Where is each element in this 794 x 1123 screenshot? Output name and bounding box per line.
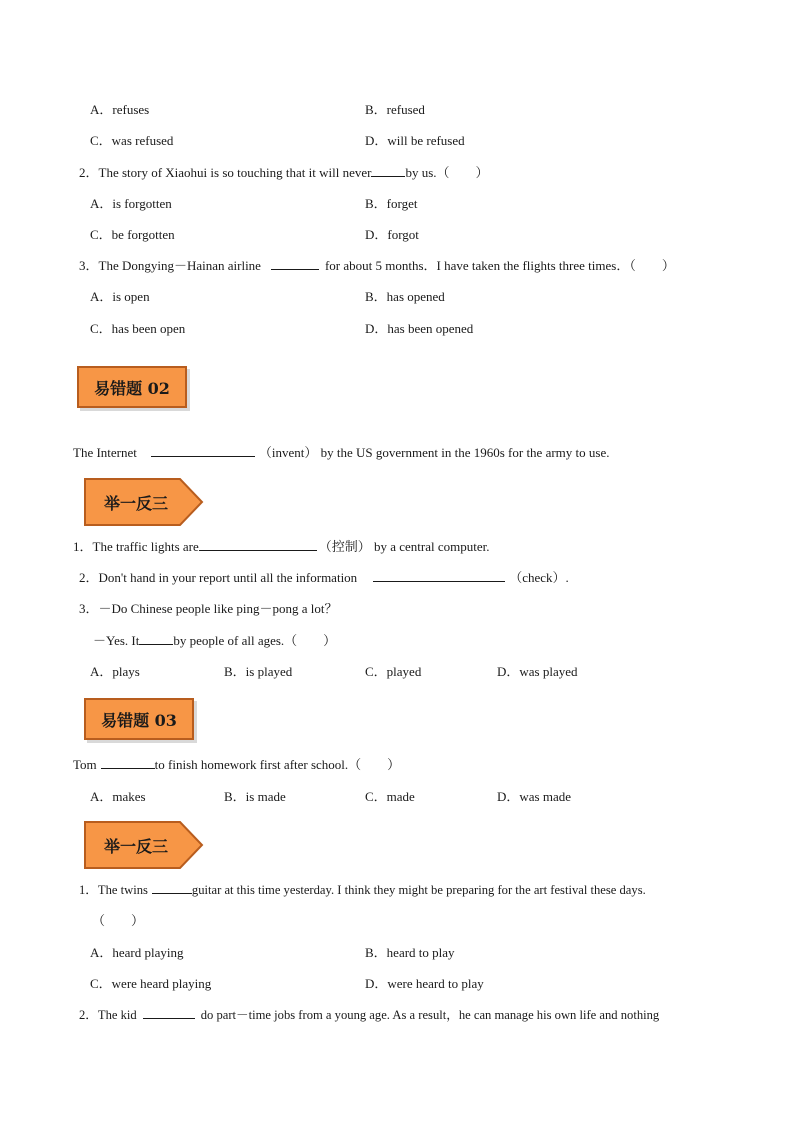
fill-in-sentence	[73, 444, 609, 462]
answer-blank	[101, 756, 155, 769]
option-b: B．refused	[365, 102, 425, 117]
option-c: C．has been open	[90, 321, 186, 336]
section-badge-03: 易错题 03	[84, 698, 194, 740]
answer-blank	[373, 569, 505, 582]
question-text: to finish homework first after school.（ ）	[154, 757, 401, 772]
answer-blank	[139, 632, 173, 645]
practice-arrow-banner	[84, 821, 204, 869]
question-text: Tom	[73, 757, 97, 772]
option-c: C．be forgotten	[90, 227, 175, 242]
option-d: D．was played	[497, 664, 578, 679]
question-text: for about 5 months．I have taken the flights three times．（ ）	[324, 258, 675, 273]
question-3	[79, 257, 675, 275]
option-d: D．will be refused	[365, 133, 465, 148]
option-c: C．played	[365, 664, 422, 679]
option-b: B．has opened	[365, 289, 445, 304]
question-text: by people of all ages.（ ）	[173, 633, 337, 648]
question-sentence	[73, 756, 400, 774]
question-text: 3．The Dongying－Hainan airline	[79, 258, 261, 273]
practice-arrow-banner	[84, 478, 204, 526]
question-text: 2．The story of Xiaohui is so touching that it will never	[79, 165, 372, 180]
option-c: C．were heard playing	[90, 976, 212, 991]
practice-question-1	[79, 881, 646, 899]
question-text: by us.（ ）	[405, 165, 489, 180]
option-a: A．plays	[90, 664, 140, 679]
option-a: A．makes	[90, 789, 146, 804]
option-d: D．was made	[497, 789, 572, 804]
answer-paren: （ ）	[92, 913, 145, 928]
answer-blank	[143, 1006, 195, 1019]
question-text: 1．The traffic lights are	[73, 539, 199, 554]
practice-question-2	[79, 1006, 659, 1024]
practice-label: 举一反三	[103, 836, 168, 856]
practice-question-3: 3．－Do Chinese people like ping－pong a lot？	[79, 601, 338, 616]
option-a: A．refuses	[90, 102, 150, 117]
answer-blank	[152, 881, 192, 894]
option-a: A．heard playing	[90, 945, 184, 960]
practice-question-1	[73, 538, 490, 556]
option-c: C．made	[365, 789, 415, 804]
section-badge-02: 易错题 02	[77, 366, 187, 408]
practice-question-2	[79, 569, 569, 587]
question-text: The Internet	[73, 445, 137, 460]
answer-blank	[199, 538, 317, 551]
question-text: 1．The twins	[79, 883, 148, 897]
option-d: D．forgot	[365, 227, 419, 242]
option-a: A．is open	[90, 289, 150, 304]
question-text: 2．Don't hand in your report until all the information	[79, 570, 358, 585]
question-text: －Yes. It	[93, 633, 140, 648]
option-a: A．is forgotten	[90, 196, 172, 211]
question-text: （invent） by the US government in the 1960s for the army to use.	[258, 445, 610, 460]
option-c: C．was refused	[90, 133, 174, 148]
practice-question-3-answer	[93, 632, 336, 650]
option-b: B．is played	[224, 664, 293, 679]
question-text: （check）.	[509, 570, 569, 585]
question-2	[79, 164, 489, 182]
option-d: D．were heard to play	[365, 976, 484, 991]
practice-label: 举一反三	[103, 493, 168, 513]
answer-blank	[151, 444, 255, 457]
option-b: B．forget	[365, 196, 418, 211]
question-text: （控制） by a central computer.	[318, 539, 490, 554]
answer-blank	[271, 257, 319, 270]
option-b: B．is made	[224, 789, 286, 804]
question-text: do part－time jobs from a young age. As a result，he can manage his own life and nothing	[200, 1008, 660, 1022]
question-text: guitar at this time yesterday. I think they might be preparing for the art festival these days.	[191, 883, 646, 897]
answer-blank	[371, 164, 405, 177]
option-d: D．has been opened	[365, 321, 474, 336]
question-text: 2．The kid	[79, 1008, 137, 1022]
option-b: B．heard to play	[365, 945, 455, 960]
